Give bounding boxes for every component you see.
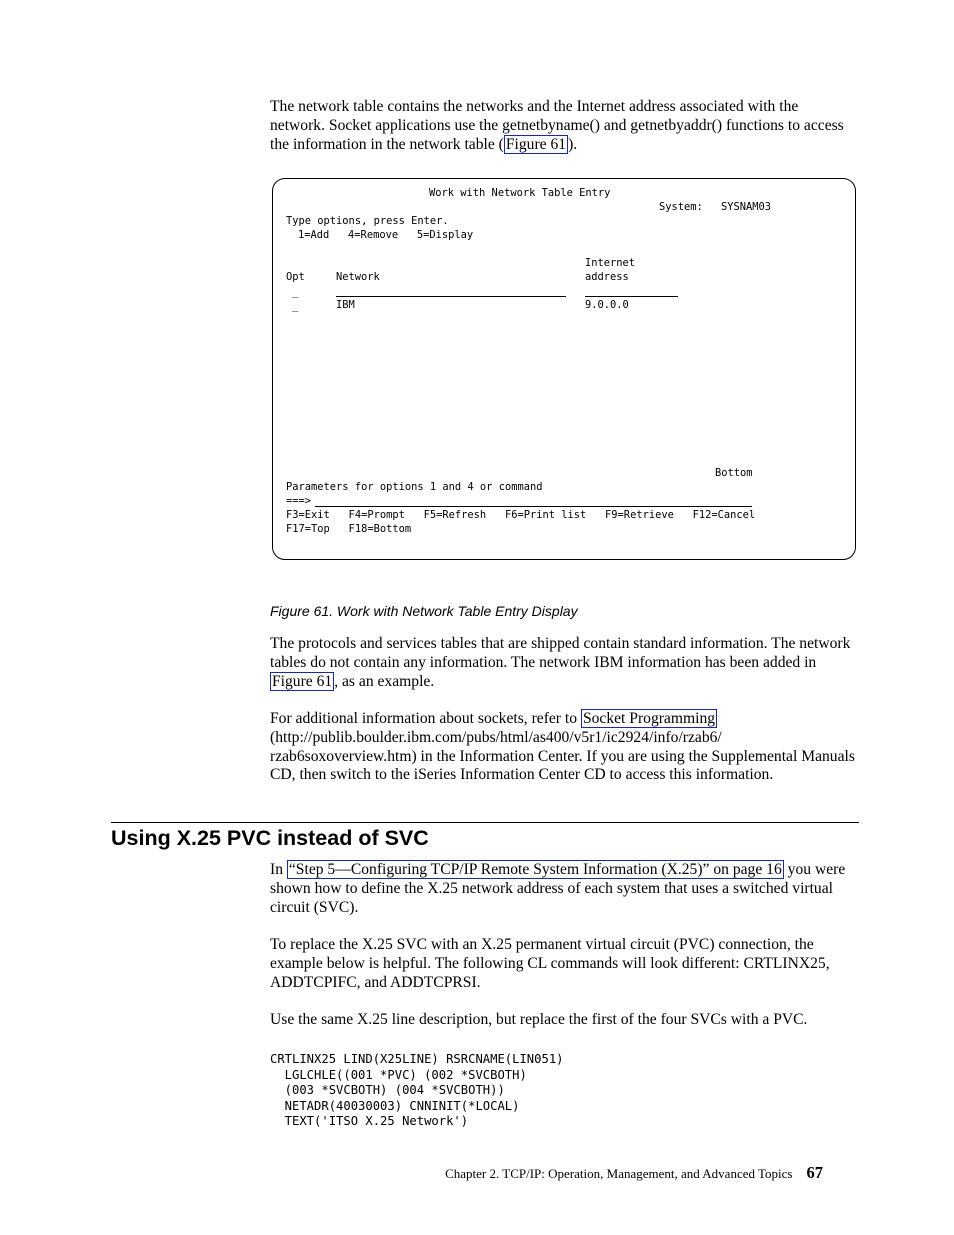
- code-line: LGLCHLE((001 *PVC) (002 *SVCBOTH): [270, 1067, 527, 1082]
- intro-text-end: ).: [568, 135, 578, 153]
- code-block: [270, 1052, 564, 1130]
- command-input-field[interactable]: [315, 506, 752, 507]
- step-text: In: [270, 861, 287, 878]
- step-text-end: you were shown how to define the X.25 network address of each system that uses a switched virtual circuit (SVC).: [270, 861, 846, 916]
- additional-text: For additional information about sockets, refer to: [270, 710, 581, 727]
- function-keys-row-2: F17=Top F18=Bottom: [286, 523, 412, 535]
- col-network-header: Network: [336, 271, 380, 283]
- function-keys-row-1: F3=Exit F4=Prompt F5=Refresh F6=Print list F9=Retrieve F12=Cancel: [286, 509, 756, 521]
- additional-text-end: (http://publib.boulder.ibm.com/pubs/html/as400/v5r1/ic2924/info/rzab6/ rzab6soxoverview.htm) in the Information Center. If you are using the Supplemental Manuals CD, then switch to the iSeries Information Center CD to access this information.: [270, 728, 855, 784]
- row-address: 9.0.0.0: [585, 299, 629, 311]
- additional-info-paragraph: [270, 710, 855, 785]
- page-footer: [445, 1163, 823, 1184]
- opt-input-field[interactable]: _: [292, 286, 299, 298]
- col-opt-header: Opt: [286, 271, 305, 283]
- code-line: NETADR(40030003) CNNINIT(*LOCAL): [270, 1098, 520, 1113]
- chapter-title: Chapter 2. TCP/IP: Operation, Management, and Advanced Topics: [445, 1166, 793, 1181]
- step-5-link[interactable]: “Step 5—Configuring TCP/IP Remote System Information (X.25)” on page 16: [288, 861, 782, 878]
- col-internet-header: Internet: [585, 257, 636, 269]
- system-name: SYSNAM03: [721, 201, 772, 213]
- command-prompt: ===>: [286, 495, 312, 507]
- protocols-paragraph: [270, 635, 855, 691]
- figure-61-link[interactable]: Figure 61: [505, 135, 567, 153]
- step-paragraph: [270, 861, 855, 917]
- code-line: TEXT('ITSO X.25 Network'): [270, 1114, 469, 1128]
- figure-caption: Figure 61. Work with Network Table Entry Display: [270, 603, 578, 619]
- socket-programming-link[interactable]: Socket Programming: [582, 710, 716, 727]
- address-input-field[interactable]: [585, 296, 678, 297]
- col-address-header: address: [585, 271, 629, 283]
- system-label: System:: [659, 201, 703, 213]
- code-line: (003 *SVCBOTH) (004 *SVCBOTH)): [270, 1083, 505, 1097]
- network-input-field[interactable]: [336, 296, 566, 297]
- intro-text: The network table contains the networks and the Internet address associated with the network. Socket applications use the getnetbyname() and getnetbyaddr() functions to access the information in the network table (: [270, 98, 844, 153]
- screen-options: 1=Add 4=Remove 5=Display: [298, 229, 474, 241]
- protocols-text-end: , as an example.: [334, 672, 435, 690]
- params-label: Parameters for options 1 and 4 or command: [286, 481, 543, 493]
- screen-instructions: Type options, press Enter.: [286, 215, 449, 227]
- use-paragraph: Use the same X.25 line description, but replace the first of the four SVCs with a PVC.: [270, 1011, 808, 1028]
- section-heading: Using X.25 PVC instead of SVC: [111, 826, 429, 850]
- intro-paragraph: [270, 98, 855, 154]
- page-number: 67: [806, 1163, 823, 1182]
- screen-title: Work with Network Table Entry: [429, 187, 611, 199]
- protocols-text: The protocols and services tables that are shipped contain standard information. The network tables do not contain any information. The network IBM information has been added in: [270, 635, 851, 671]
- replace-paragraph: To replace the X.25 SVC with an X.25 permanent virtual circuit (PVC) connection, the example below is helpful. The following CL commands will look different: CRTLINX25, ADDTCPIFC, and ADDTCPRSI.: [270, 936, 830, 991]
- code-line: CRTLINX25 LIND(X25LINE) RSRCNAME(LIN051): [270, 1052, 564, 1066]
- row-opt-field[interactable]: _: [292, 300, 299, 312]
- row-network: IBM: [336, 299, 355, 311]
- figure-61-link-2[interactable]: Figure 61: [272, 672, 333, 690]
- bottom-indicator: Bottom: [715, 467, 753, 479]
